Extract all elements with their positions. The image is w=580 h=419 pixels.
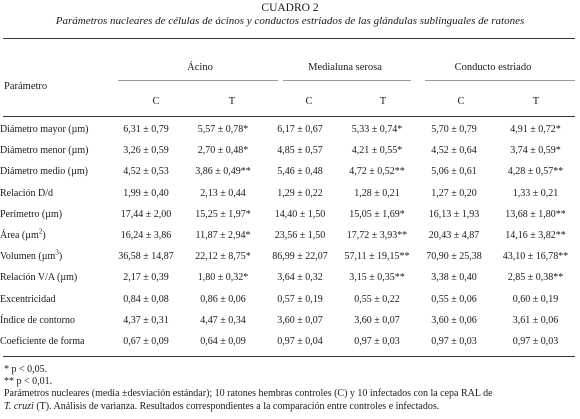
cell-value: 0,84 ± 0,08 bbox=[123, 293, 169, 305]
cell-value: 1,33 ± 0,21 bbox=[512, 187, 559, 199]
row-label-text: Área (µm bbox=[0, 230, 39, 242]
row-label: Perímetro (µm) bbox=[0, 208, 63, 220]
cell-value: 3,86 ± 0,49** bbox=[195, 166, 251, 178]
row-label: Diámetro medio (µm) bbox=[0, 166, 88, 178]
table-caption: CUADRO 2 bbox=[261, 2, 319, 14]
cell-value: 2,17 ± 0,39 bbox=[123, 272, 169, 284]
subheader-c: C bbox=[152, 96, 160, 107]
footnote-description: Parámetros nucleares (media ±desviación estándar); 10 ratones hembras controles (C) y 10 infectados con la cepa RAL de bbox=[4, 388, 493, 400]
cell-value: 3,38 ± 0,40 bbox=[431, 272, 477, 284]
table-row bbox=[0, 289, 578, 310]
subheader-t: T bbox=[379, 96, 387, 107]
cell-value: 36,58 ± 14,87 bbox=[118, 251, 174, 263]
subheader-t: T bbox=[532, 96, 540, 107]
cell-value: 70,90 ± 25,38 bbox=[426, 251, 482, 263]
cell-value: 57,11 ± 19,15** bbox=[344, 251, 410, 263]
table-row bbox=[0, 161, 578, 182]
cell-value: 1,99 ± 0,40 bbox=[123, 187, 169, 199]
cell-value: 20,43 ± 4,87 bbox=[428, 230, 480, 242]
bottom-rule bbox=[3, 356, 575, 357]
row-label: Diámetro menor (µm) bbox=[0, 145, 89, 157]
cell-value: 0,97 ± 0,03 bbox=[431, 335, 477, 347]
cell-value: 16,24 ± 3,86 bbox=[120, 230, 172, 242]
cell-value: 5,70 ± 0,79 bbox=[431, 124, 477, 136]
cell-value: 4,28 ± 0,57** bbox=[507, 166, 564, 178]
cell-value: 0,97 ± 0,04 bbox=[277, 335, 323, 347]
table-row bbox=[0, 225, 578, 246]
row-label bbox=[0, 246, 107, 267]
cell-value: 17,72 ± 3,93** bbox=[346, 230, 408, 242]
subheader-c: C bbox=[457, 96, 465, 107]
cell-value: 5,57 ± 0,78* bbox=[197, 124, 249, 136]
cell-value: 1,28 ± 0,21 bbox=[354, 187, 400, 199]
cell-value: 3,26 ± 0,59 bbox=[123, 145, 169, 157]
cell-value: 11,87 ± 2,94* bbox=[195, 230, 251, 242]
cell-value: 4,52 ± 0,64 bbox=[431, 145, 477, 157]
cell-value: 16,13 ± 1,93 bbox=[428, 208, 480, 220]
row-label: Diámetro mayor (µm) bbox=[0, 124, 89, 136]
cell-value: 5,33 ± 0,74* bbox=[351, 124, 403, 136]
cell-value: 6,17 ± 0,67 bbox=[277, 124, 323, 136]
cell-value: 0,55 ± 0,06 bbox=[431, 293, 477, 305]
cell-value: 0,97 ± 0,03 bbox=[354, 335, 400, 347]
cell-value: 3,61 ± 0,06 bbox=[512, 314, 559, 326]
table-row bbox=[0, 267, 578, 288]
cell-value: 4,91 ± 0,72* bbox=[510, 124, 561, 136]
cell-value: 0,86 ± 0,06 bbox=[200, 293, 246, 305]
cell-value: 14,40 ± 1,50 bbox=[274, 208, 326, 220]
row-label: Relación D/d bbox=[0, 187, 54, 199]
table-row bbox=[0, 246, 578, 267]
row-label: Relación V/A (µm) bbox=[0, 272, 78, 284]
data-table bbox=[0, 119, 578, 352]
cell-value: 14,16 ± 3,82** bbox=[505, 230, 566, 242]
cell-value: 0,60 ± 0,19 bbox=[512, 293, 559, 305]
cell-value: 1,29 ± 0,22 bbox=[277, 187, 323, 199]
cell-value: 3,60 ± 0,07 bbox=[277, 314, 323, 326]
data-table-body bbox=[0, 119, 578, 352]
cell-value: 3,74 ± 0,59* bbox=[510, 145, 561, 157]
footnote-p001: ** p < 0,01. bbox=[4, 376, 53, 388]
cell-value: 2,70 ± 0,48* bbox=[197, 145, 249, 157]
table-row bbox=[0, 119, 578, 140]
group-rule-acino bbox=[118, 80, 278, 81]
table-notes bbox=[4, 364, 576, 413]
group-rule-conducto bbox=[425, 80, 575, 81]
cell-value: 15,25 ± 1,97* bbox=[195, 208, 251, 220]
cell-value: 3,64 ± 0,32 bbox=[277, 272, 323, 284]
cell-value: 4,72 ± 0,52** bbox=[349, 166, 405, 178]
cell-value: 1,80 ± 0,32* bbox=[197, 272, 249, 284]
cell-value: 5,46 ± 0,48 bbox=[277, 166, 323, 178]
table-row bbox=[0, 310, 578, 331]
cell-value: 6,31 ± 0,79 bbox=[123, 124, 169, 136]
cell-value: 15,05 ± 1,69* bbox=[349, 208, 405, 220]
header-rule bbox=[3, 116, 575, 117]
table-row bbox=[0, 204, 578, 225]
row-label bbox=[0, 225, 107, 246]
species-name: T. cruzi bbox=[4, 400, 34, 412]
subheader-t: T bbox=[228, 96, 236, 107]
cell-value: 2,13 ± 0,44 bbox=[200, 187, 246, 199]
cell-value: 17,44 ± 2,00 bbox=[120, 208, 172, 220]
row-label-text: ) bbox=[42, 230, 46, 242]
table-subcaption: Parámetros nucleares de células de ácinos y conductos estriados de las glándulas sublinguales de ratones bbox=[55, 15, 525, 27]
subheader-c: C bbox=[305, 96, 313, 107]
param-header: Parámetro bbox=[4, 81, 48, 92]
top-rule bbox=[3, 38, 575, 39]
cell-value: 1,27 ± 0,20 bbox=[431, 187, 477, 199]
cell-value: 23,56 ± 1,50 bbox=[274, 230, 326, 242]
cell-value: 4,52 ± 0,53 bbox=[123, 166, 169, 178]
cell-value: 22,12 ± 8,75* bbox=[195, 251, 251, 263]
table-row bbox=[0, 140, 578, 161]
cell-value: 13,68 ± 1,80** bbox=[505, 208, 566, 220]
cell-value: 4,21 ± 0,55* bbox=[351, 145, 403, 157]
row-label-superscript: 2 bbox=[38, 227, 43, 236]
cell-value: 43,10 ± 16,78** bbox=[502, 251, 569, 263]
row-label-text: Volumen (µm bbox=[0, 251, 56, 263]
cell-value: 3,60 ± 0,06 bbox=[431, 314, 477, 326]
cell-value: 4,85 ± 0,57 bbox=[277, 145, 323, 157]
cell-value: 4,47 ± 0,34 bbox=[200, 314, 246, 326]
group-header-conducto: Conducto estriado bbox=[454, 62, 532, 73]
cell-value: 3,15 ± 0,35** bbox=[349, 272, 405, 284]
cell-value: 5,06 ± 0,61 bbox=[431, 166, 477, 178]
row-label: Excentricidad bbox=[0, 293, 56, 305]
table-row bbox=[0, 183, 578, 204]
cell-value: 86,99 ± 22,07 bbox=[272, 251, 328, 263]
group-rule-medialuna bbox=[283, 80, 411, 81]
cell-value: 0,97 ± 0,03 bbox=[512, 335, 559, 347]
footnote-description-cont bbox=[4, 401, 576, 413]
cell-value: 2,85 ± 0,38** bbox=[507, 272, 564, 284]
cell-value: 0,55 ± 0,22 bbox=[354, 293, 400, 305]
table-row bbox=[0, 331, 578, 352]
cell-value: 4,37 ± 0,31 bbox=[123, 314, 169, 326]
cell-value: 0,67 ± 0,09 bbox=[123, 335, 169, 347]
footnote-p005: * p < 0,05. bbox=[4, 364, 48, 375]
cell-value: 0,64 ± 0,09 bbox=[200, 335, 246, 347]
row-label: Índice de contorno bbox=[0, 314, 75, 326]
cell-value: 0,57 ± 0,19 bbox=[277, 293, 323, 305]
cell-value: 3,60 ± 0,07 bbox=[354, 314, 400, 326]
row-label: Coeficiente de forma bbox=[0, 335, 85, 347]
row-label-superscript: 3 bbox=[55, 248, 59, 257]
row-label-text: ) bbox=[58, 251, 63, 263]
group-header-acino: Ácino bbox=[187, 62, 213, 73]
footnote-text: (T). Análisis de varianza. Resultados correspondientes a la comparación entre controles e infectados. bbox=[33, 400, 440, 412]
group-header-medialuna: Medialuna serosa bbox=[308, 62, 382, 73]
